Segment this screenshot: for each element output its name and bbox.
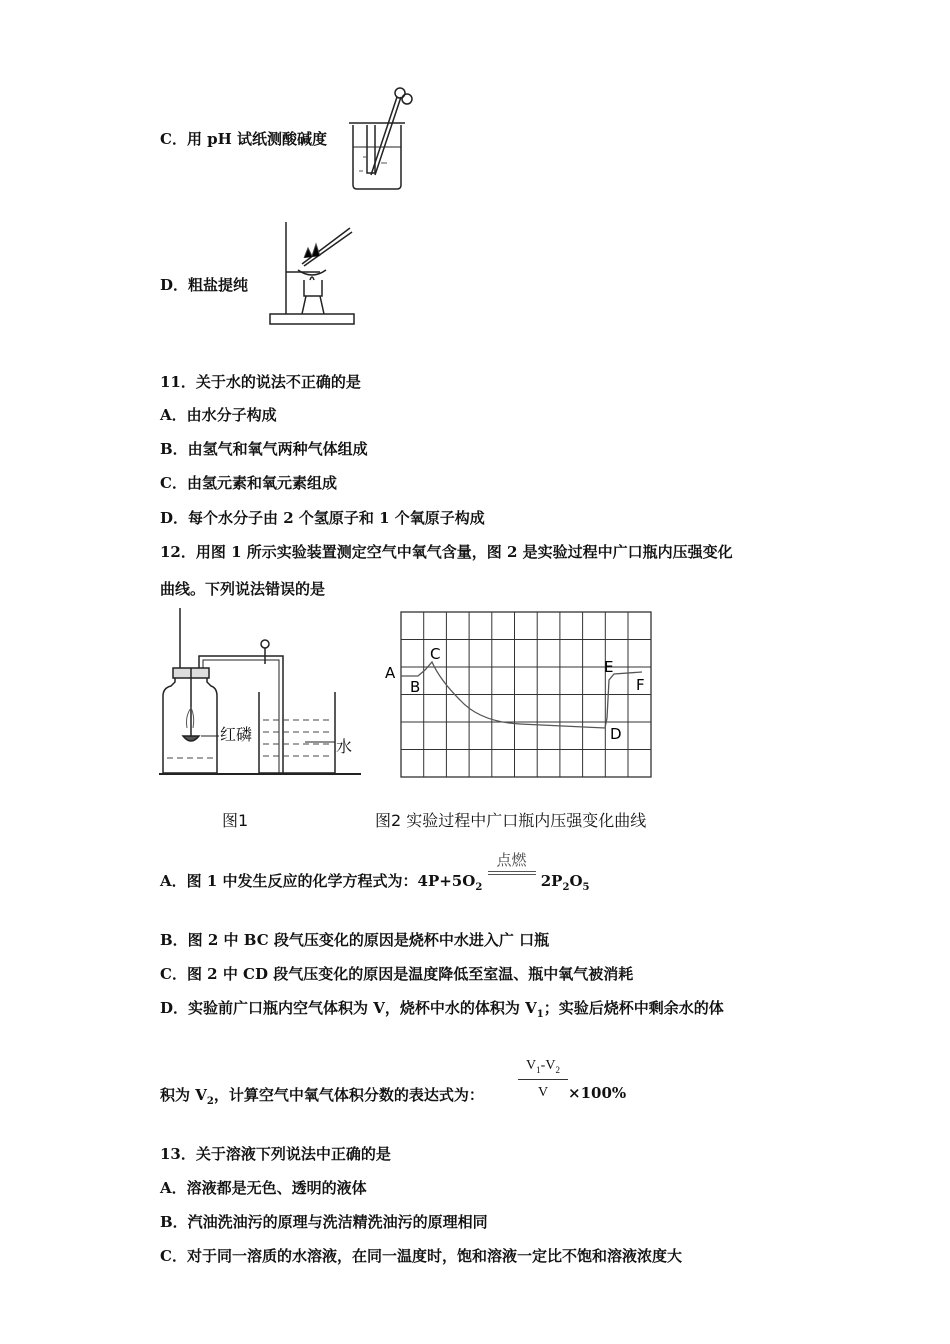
q12-stem-line2: 曲线。下列说法错误的是 [160, 580, 326, 598]
label-water: 水 [336, 737, 353, 756]
salt-purification-apparatus-image [268, 218, 358, 330]
point-label-e: E [604, 658, 614, 676]
point-label-a: A [385, 664, 396, 682]
q13-option-c: C．对于同一溶质的水溶液，在同一温度时，饱和溶液一定比不饱和溶液浓度大 [160, 1247, 682, 1265]
point-label-d: D [610, 725, 622, 743]
figure1-caption: 图1 [222, 811, 249, 830]
q12-option-b: B．图 2 中 BC 段气压变化的原因是烧杯中水进入广 口瓶 [160, 931, 550, 949]
figure1-apparatus [155, 608, 365, 783]
q12-option-d-line1: D．实验前广口瓶内空气体积为 V，烧杯中水的体积为 $V_1$；实验后烧杯中剩余水的体 [160, 999, 724, 1020]
q11-option-a: A．由水分子构成 [160, 406, 277, 424]
point-label-c: C [430, 645, 441, 663]
ph-test-beaker-image [345, 85, 415, 195]
label-red-phosphorus: 红磷 [220, 725, 253, 744]
q10-option-d: D．粗盐提纯 [160, 276, 249, 294]
fraction-numerator: $V_1-V_2$ [526, 1058, 560, 1075]
figure2-pressure-chart [380, 610, 660, 782]
q12-option-d-line2: 积为 $V_2$，计算空气中氧气体积分数的表达式为： [160, 1086, 484, 1107]
q11-option-b: B．由氢气和氧气两种气体组成 [160, 440, 368, 458]
fraction-denominator: V [537, 1085, 549, 1100]
point-label-b: B [410, 678, 421, 696]
q11-option-d: D．每个水分子由 2 个氢原子和 1 个氧原子构成 [160, 509, 485, 527]
fraction-bar [518, 1079, 568, 1080]
reaction-condition: 点燃 [496, 851, 527, 869]
point-label-f: F [636, 676, 645, 694]
q12-option-a: A．图 1 中发生反应的化学方程式为：$4P+5O_2$ 点燃 $2P_2O_5$ [160, 851, 590, 893]
q13-stem: 13．关于溶液下列说法中正确的是 [160, 1145, 391, 1163]
q13-option-a: A．溶液都是无色、透明的液体 [160, 1179, 367, 1197]
fraction-tail: ×100% [568, 1084, 627, 1102]
q11-stem: 11．关于水的说法不正确的是 [160, 373, 361, 391]
q13-option-b: B．汽油洗油污的原理与洗洁精洗油污的原理相同 [160, 1213, 488, 1231]
q12-stem-line1: 12．用图 1 所示实验装置测定空气中氧气含量，图 2 是实验过程中广口瓶内压强变化 [160, 543, 733, 561]
q11-option-c: C．由氢元素和氧元素组成 [160, 474, 337, 492]
q10-option-c: C．用 pH 试纸测酸碱度 [160, 130, 328, 148]
figure2-caption: 图2 实验过程中广口瓶内压强变化曲线 [375, 811, 647, 830]
q12-option-c: C．图 2 中 CD 段气压变化的原因是温度降低至室温、瓶中氧气被消耗 [160, 965, 634, 983]
